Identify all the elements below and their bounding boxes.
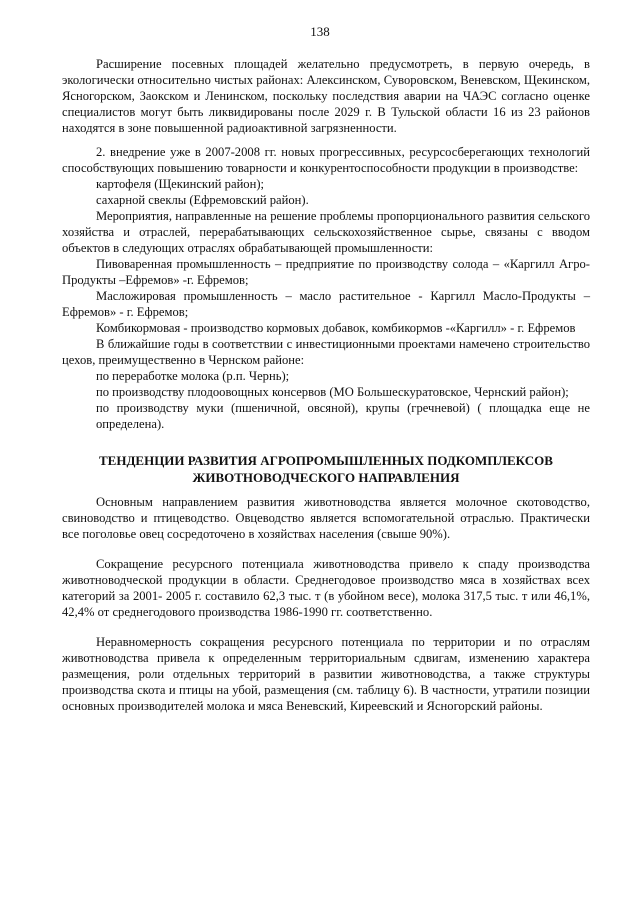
list-item-sugar-beet: сахарной свеклы (Ефремовский район). bbox=[96, 193, 309, 207]
paragraph-livestock-directions: Основным направлением развития животноводства является молочное скотоводство, свиноводство и птицеводство. Овцеводство является вспомогательной отраслью. Практически все поголовье овец сосредоточено в хозяйствах населения (свыше 90%). bbox=[62, 495, 590, 541]
paragraph-technologies: 2. внедрение уже в 2007-2008 гг. новых прогрессивных, ресурсосберегающих технологий способствующих повышению товарности и конкурентоспособности продукции в производстве: bbox=[62, 145, 590, 175]
list-item-flour: по производству муки (пшеничной, овсяной), крупы (гречневой) ( площадка еще не определена). bbox=[96, 401, 590, 431]
paragraph-sowing-areas: Расширение посевных площадей желательно предусмотреть, в первую очередь, в экологически относительно чистых районах: Алексинском, Суворовском, Веневском, Щекинском, Ясногорском, Заокском и Ленинском, поскольку последствия аварии на ЧАЭС согласно оценке специалистов могут быть ликвидированы после 2029 г. В Тульской области 16 из 23 районов находятся в зоне повышенной радиоактивной загрязненности. bbox=[62, 57, 590, 135]
paragraph-measures: Мероприятия, направленные на решение проблемы пропорционального развития сельского хозяйства и отраслей, перерабатывающих сельскохозяйственное сырье, связаны с вводом объектов в следующих отраслях обрабатывающей промышленности: bbox=[62, 209, 590, 255]
paragraph-brewing: Пивоваренная промышленность – предприятие по производству солода – «Каргилл Агро-Продукты –Ефремов» -г. Ефремов; bbox=[62, 257, 590, 287]
list-item-potatoes: картофеля (Щекинский район); bbox=[96, 177, 265, 191]
list-item-canned: по производству плодоовощных консервов (МО Большескуратовское, Чернский район); bbox=[96, 385, 569, 399]
paragraph-resource-decline: Сокращение ресурсного потенциала животноводства привело к спаду производства животноводческой продукции в области. Среднегодовое производство мяса в хозяйствах всех категорий за 2001- 2005 г. составило 62,3 тыс. т (в убойном весе), молока 317,5 тыс. т или 46,1%, 42,4% от среднегодового производства 1986-1990 гг. соответственно. bbox=[62, 557, 590, 619]
paragraph-oil-fat: Масложировая промышленность – масло растительное - Каргилл Масло-Продукты –Ефремов» - г. Ефремов; bbox=[62, 289, 590, 319]
paragraph-investment: В ближайшие годы в соответствии с инвестиционными проектами намечено строительство цехов, преимущественно в Чернском районе: bbox=[62, 337, 590, 367]
document-body bbox=[62, 56, 590, 714]
page-number: 138 bbox=[310, 24, 330, 39]
list-item-milk: по переработке молока (р.п. Чернь); bbox=[96, 369, 290, 383]
paragraph-uneven-reduction: Неравномерность сокращения ресурсного потенциала по территории и по отраслям животноводства привела к определенным территориальным сдвигам, изменению характера размещения, роли отдельных территорий в развитии животноводства, а также структуры производства скота и птицы на убой, размещения (см. таблицу 6). В частности, утратили позиции основных производителей молока и мяса Веневский, Киреевский и Ясногорский районы. bbox=[62, 635, 590, 713]
paragraph-feed: Комбикормовая - производство кормовых добавок, комбикормов -«Каргилл» - г. Ефремов bbox=[96, 321, 576, 335]
section-heading bbox=[62, 452, 590, 486]
section-heading-line-2: ЖИВОТНОВОДЧЕСКОГО НАПРАВЛЕНИЯ bbox=[192, 470, 460, 485]
section-heading-line-1: ТЕНДЕНЦИИ РАЗВИТИЯ АГРОПРОМЫШЛЕННЫХ ПОДКОМПЛЕКСОВ bbox=[99, 453, 553, 468]
